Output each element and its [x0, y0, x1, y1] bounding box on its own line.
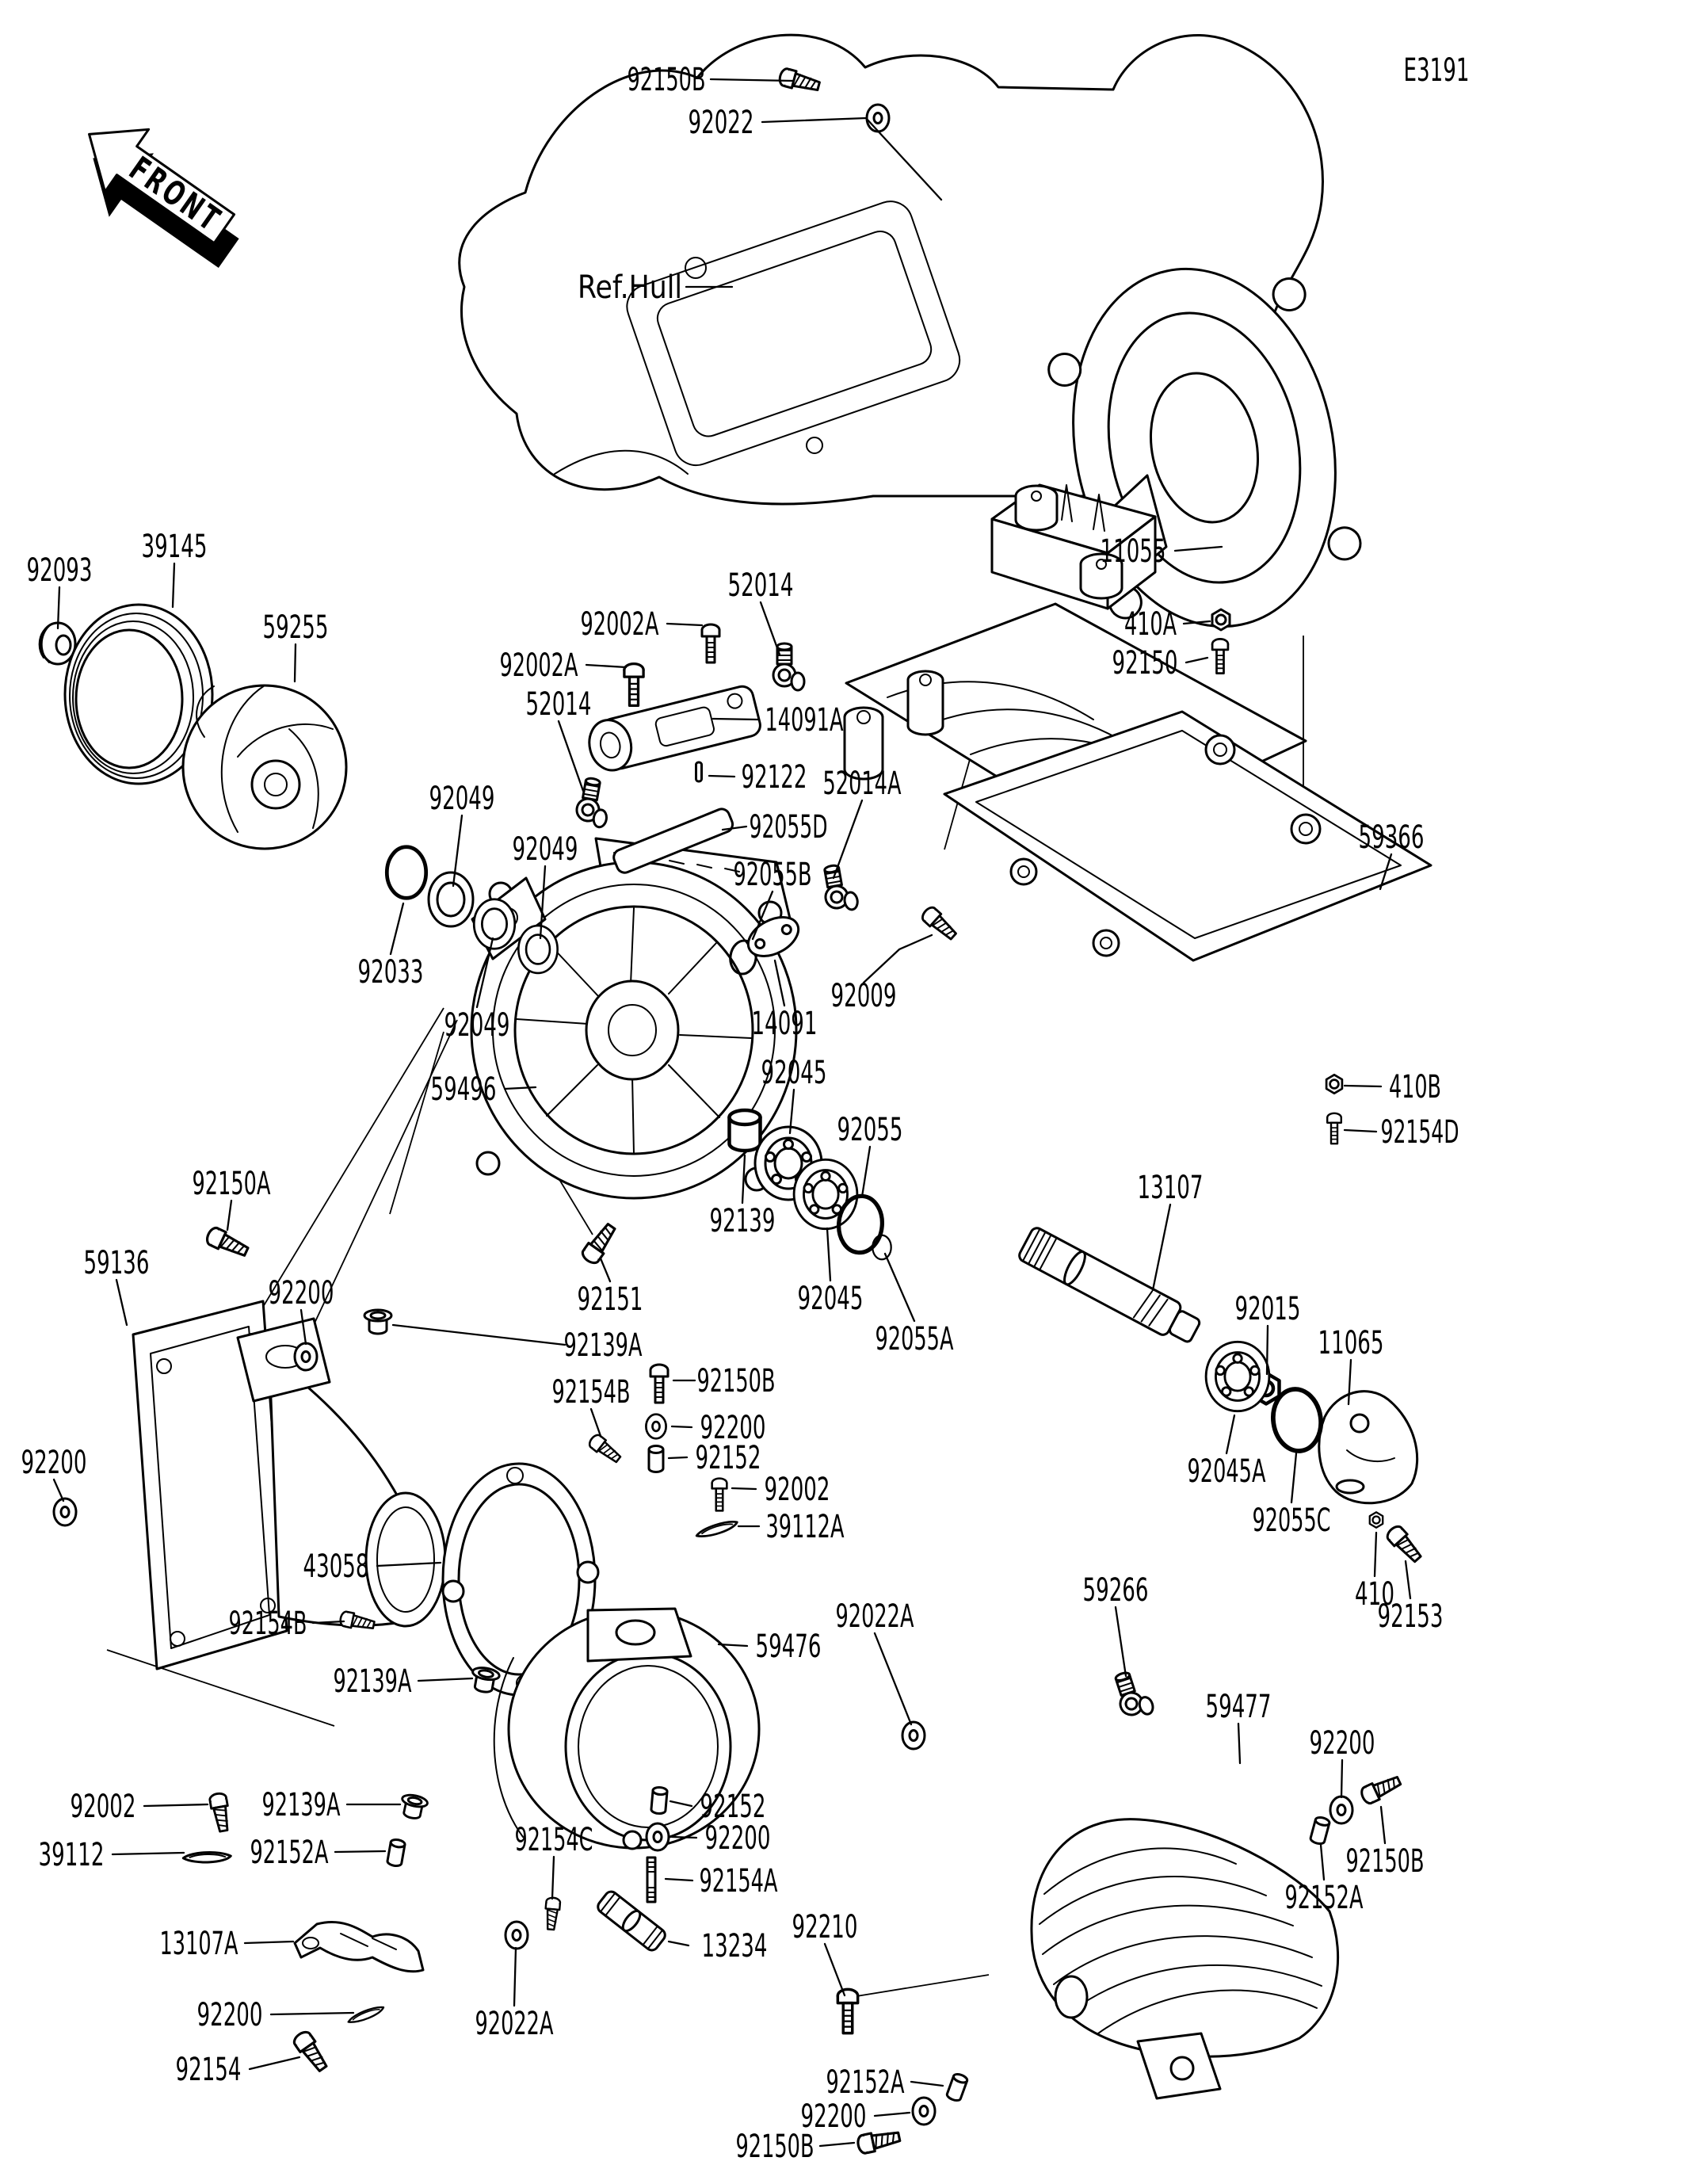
leader-line-92150a-42: [227, 1201, 231, 1230]
leader-line-92152-49: [669, 1457, 687, 1458]
nut-410-icon: [1370, 1512, 1383, 1528]
seal-92049-1-icon: [429, 872, 473, 926]
part-label-11065-37: 11065: [1318, 1325, 1384, 1361]
seal-92049-3-icon: [518, 926, 557, 973]
part-label-92151-34: 92151: [577, 1281, 643, 1318]
part-label-92022a-65: 92022A: [475, 2006, 554, 2042]
part-label-92154a-68: 92154A: [699, 1863, 778, 1900]
part-label-92015-36: 92015: [1234, 1291, 1301, 1327]
leader-line-92055c-39: [1291, 1453, 1296, 1502]
part-label-43058-53: 43058: [303, 1548, 369, 1585]
part-label-92210-70: 92210: [792, 1909, 858, 1945]
damper-front: [1016, 486, 1057, 530]
part-label-92154-64: 92154: [175, 2052, 242, 2088]
sleeve-92152-icon: [649, 1446, 663, 1472]
part-label-92139a-55: 92139A: [333, 1663, 412, 1700]
bolt-92154-icon: [292, 2029, 330, 2074]
bolt-92151-icon: [580, 1221, 619, 1266]
leader-line-92022a-65: [514, 1948, 516, 2006]
leader-line-52014-16: [559, 721, 583, 791]
leader-line-92150b-75: [1381, 1807, 1385, 1843]
drive-shaft-13107: [1017, 1226, 1204, 1348]
shift-arm-13107a: [295, 1922, 423, 1971]
leader-line-59136-43: [116, 1280, 127, 1325]
part-label-13107a-62: 13107A: [159, 1926, 238, 1962]
part-label-92055a-33: 92055A: [875, 1321, 954, 1357]
bolt-92002a-1-icon: [702, 624, 719, 662]
leader-line-39112-58: [113, 1853, 184, 1854]
grate-stud-2: [908, 671, 943, 735]
part-label-92139-31: 92139: [709, 1203, 776, 1239]
leader-line-13234-69: [669, 1942, 689, 1945]
part-label-59255-12: 59255: [262, 609, 329, 646]
front-arrow: [57, 103, 265, 284]
clamp-39112-icon: [183, 1848, 231, 1866]
leader-line-92210-70: [825, 1944, 845, 1995]
screw-92150b-r-icon: [1360, 1773, 1403, 1805]
leader-line-39145-11: [173, 563, 174, 607]
nut-410a-icon: [1212, 609, 1230, 630]
sleeve-92152a-b-icon: [946, 2072, 968, 2102]
leader-line-92154a-68: [666, 1879, 692, 1880]
plug-92139a-3-icon: [399, 1793, 429, 1821]
part-label-13107-35: 13107: [1137, 1170, 1204, 1206]
part-label-92200-48: 92200: [700, 1410, 766, 1446]
part-label-92055d-20: 92055D: [749, 809, 828, 846]
leader-line-92055a-33: [885, 1254, 914, 1321]
leader-line-92002a-13: [667, 624, 702, 625]
part-label-92022-2: 92022: [688, 105, 754, 141]
leader-line-92009-22: [864, 935, 932, 983]
bushing-92139-icon: [730, 1110, 761, 1151]
part-label-92049-27: 92049: [444, 1007, 510, 1044]
part-label-92009-22: 92009: [830, 978, 897, 1014]
plug-92139a-1-icon: [364, 1310, 391, 1334]
part-label-92200-74: 92200: [1309, 1725, 1375, 1762]
part-label-59266-72: 59266: [1082, 1572, 1149, 1609]
part-label-410a-5: 410A: [1124, 606, 1177, 643]
part-label-59477-73: 59477: [1205, 1689, 1272, 1725]
part-label-92154c-61: 92154C: [514, 1822, 593, 1858]
part-label-59476-56: 59476: [755, 1628, 822, 1665]
washer-92200-left-icon: [54, 1499, 76, 1525]
part-label-92045-32: 92045: [797, 1281, 864, 1317]
leader-line-92002-50: [732, 1488, 756, 1489]
part-label-11055-4: 11055: [1100, 533, 1166, 570]
washer-92022a-l-icon: [505, 1922, 528, 1949]
oring-92055a-icon: [872, 1235, 891, 1260]
sleeve-92152a-r-icon: [1310, 1816, 1330, 1846]
nut-410b-icon: [1326, 1075, 1342, 1093]
part-label-13234-69: 13234: [701, 1928, 768, 1964]
leader-line-92200-48: [672, 1426, 692, 1427]
part-label-410b-8: 410B: [1389, 1069, 1441, 1105]
leader-line-92150-6: [1186, 658, 1207, 662]
stud-92154a-icon: [647, 1858, 655, 1902]
leader-line-92150b-79: [820, 2143, 854, 2146]
bearing-92045a-icon: [1206, 1342, 1269, 1411]
part-label-92055b-21: 92055B: [733, 857, 812, 893]
fitting-59266-icon: [1111, 1667, 1154, 1721]
part-label-92200-44: 92200: [268, 1275, 334, 1312]
part-label-92150b-79: 92150B: [735, 2129, 814, 2165]
cover-59477: [1032, 1819, 1338, 2098]
bolt-92154d-icon: [1327, 1113, 1341, 1144]
leader-line-59266-72: [1116, 1607, 1126, 1676]
part-label-92150b-47: 92150B: [696, 1363, 776, 1399]
bolt-92150-icon: [1212, 639, 1228, 673]
part-label-92200-78: 92200: [800, 2098, 867, 2135]
leader-line-92139a-45: [393, 1325, 565, 1345]
part-label-59496-28: 59496: [430, 1071, 497, 1108]
washer-92200-1-icon: [295, 1343, 317, 1370]
washer-92200-b2-icon: [913, 2098, 935, 2125]
part-label-59366-7: 59366: [1358, 819, 1425, 856]
leader-line-92200-78: [875, 2113, 910, 2116]
part-label-92150-6: 92150: [1112, 645, 1178, 682]
stud-92154c-icon: [544, 1897, 560, 1930]
part-label-92200-52: 92200: [21, 1445, 87, 1481]
leader-line-14091a-17: [713, 719, 758, 720]
part-label-92154b-54: 92154B: [228, 1606, 307, 1642]
leader-line-92151-34: [601, 1258, 610, 1281]
leader-line-92045a-38: [1226, 1415, 1234, 1453]
leader-line-92152a-76: [1321, 1845, 1324, 1880]
part-label-92200-67: 92200: [704, 1820, 771, 1857]
trim-cylinder-14091a: [584, 684, 762, 774]
leader-line-92200-67: [672, 1837, 696, 1838]
bolt-92150a-icon: [204, 1226, 250, 1260]
washer-92022-icon: [867, 105, 889, 132]
part-label-52014-14: 52014: [727, 567, 794, 604]
impeller-59255: [183, 685, 346, 849]
part-label-92152a-60: 92152A: [250, 1835, 329, 1871]
leader-line-92002-57: [144, 1804, 208, 1806]
leader-line-92002a-15: [586, 665, 626, 667]
part-label-refhull-3: Ref.Hull: [578, 269, 682, 306]
leader-line-13107-35: [1153, 1205, 1170, 1290]
leader-line-92200-74: [1341, 1760, 1342, 1797]
leader-line-92152a-77: [911, 2082, 943, 2086]
leader-line-92139-31: [742, 1155, 745, 1203]
part-label-92055-30: 92055: [837, 1112, 903, 1148]
leader-line-92045-32: [827, 1228, 830, 1281]
part-label-92045-29: 92045: [761, 1055, 827, 1091]
seal-92049-2-icon: [474, 899, 515, 949]
bolt-92210-icon: [837, 1989, 857, 2033]
part-label-e3191-0: E3191: [1403, 52, 1470, 89]
part-label-92022a-71: 92022A: [835, 1598, 914, 1635]
part-label-92152a-76: 92152A: [1284, 1880, 1364, 1916]
leader-line-52014-14: [761, 602, 780, 655]
washer-92200-b-icon: [647, 1823, 669, 1850]
part-label-52014-16: 52014: [525, 686, 592, 723]
leader-line-92152a-60: [335, 1851, 385, 1852]
part-label-92002a-15: 92002A: [499, 647, 578, 684]
leader-line-92139a-55: [418, 1678, 472, 1681]
bolt-92002-mid-icon: [712, 1479, 727, 1511]
part-label-92045a-38: 92045A: [1187, 1453, 1266, 1490]
part-label-39112-58: 39112: [38, 1837, 105, 1873]
part-label-92055c-39: 92055C: [1252, 1502, 1331, 1539]
rod-13234: [596, 1889, 668, 1953]
part-label-92153-41: 92153: [1377, 1598, 1444, 1635]
washer-92022a-r-icon: [902, 1722, 925, 1749]
leader-line-92200-63: [271, 2013, 353, 2014]
bolt-92153-icon: [1385, 1524, 1425, 1565]
leader-line-92022a-71: [875, 1633, 911, 1724]
leader-line-92153-41: [1406, 1561, 1410, 1598]
bolt-92002-bl-icon: [209, 1793, 232, 1832]
snapring-92033-icon: [387, 847, 425, 899]
leader-line-59255-12: [295, 644, 296, 682]
part-label-92139a-59: 92139A: [261, 1787, 341, 1823]
pin-92122-icon: [696, 762, 702, 781]
leader-line-13107a-62: [245, 1942, 293, 1943]
washerclip-92200-bl-icon: [347, 2006, 386, 2024]
part-label-59136-43: 59136: [83, 1245, 150, 1281]
leader-line-92200-52: [54, 1480, 63, 1501]
part-label-92002a-13: 92002A: [580, 606, 659, 643]
part-label-92152a-77: 92152A: [826, 2064, 905, 2101]
part-label-92150a-42: 92150A: [192, 1166, 271, 1202]
sleeve-92152a-l-icon: [387, 1838, 405, 1867]
part-label-92200-63: 92200: [196, 1997, 263, 2033]
leader-line-92055-30: [862, 1147, 870, 1197]
part-label-410-40: 410: [1355, 1576, 1394, 1613]
washer-92200-2-icon: [646, 1415, 666, 1439]
leader-line-92015-36: [1267, 1326, 1268, 1374]
part-label-92049-25: 92049: [512, 831, 578, 868]
clamp-39112a-icon: [696, 1521, 738, 1537]
fitting-52014a-icon: [820, 862, 859, 914]
washer-92200-r-icon: [1330, 1796, 1352, 1823]
part-label-92152-49: 92152: [695, 1440, 761, 1476]
leader-line-92154c-61: [552, 1857, 554, 1899]
bolt-92150b-mid-icon: [650, 1365, 668, 1403]
part-label-92154d-9: 92154D: [1380, 1114, 1459, 1151]
part-label-92033-26: 92033: [357, 954, 424, 991]
leader-line-92154-64: [250, 2057, 299, 2069]
bearing-92045-2-icon: [794, 1159, 857, 1228]
screw-92154b-1-icon: [587, 1433, 623, 1465]
bolt-92002a-2-icon: [624, 664, 643, 706]
leader-line-92154d-9: [1345, 1130, 1376, 1132]
part-label-39145-11: 39145: [141, 529, 208, 565]
part-label-92150b-1: 92150B: [627, 62, 706, 98]
part-label-52014a-19: 52014A: [822, 766, 902, 802]
front-arrow-label: FRONT: [122, 148, 265, 265]
leader-line-92122-18: [709, 776, 734, 777]
part-label-39112a-51: 39112A: [765, 1509, 845, 1545]
part-label-92002-50: 92002: [764, 1472, 830, 1508]
anode-11065: [1319, 1392, 1417, 1503]
oring-92055c-icon: [1269, 1386, 1325, 1454]
sleeve-92152-b-icon: [651, 1787, 668, 1814]
part-label-92154b-46: 92154B: [551, 1374, 631, 1411]
part-label-14091a-17: 14091A: [765, 702, 844, 739]
part-label-92049-24: 92049: [429, 781, 495, 817]
leader-line-92154b-46: [591, 1409, 601, 1436]
part-label-92122-18: 92122: [741, 759, 807, 796]
part-label-14091-23: 14091: [751, 1006, 818, 1042]
part-label-92002-57: 92002: [70, 1789, 136, 1825]
leader-line-52014a-19: [834, 800, 862, 878]
leader-line-92033-26: [391, 903, 403, 954]
part-label-92152-66: 92152: [700, 1789, 766, 1825]
part-label-92093-10: 92093: [26, 552, 93, 589]
part-label-92139a-45: 92139A: [563, 1327, 643, 1364]
part-label-92150b-75: 92150B: [1345, 1843, 1425, 1880]
leader-line-59477-73: [1238, 1724, 1240, 1763]
leader-line-410-40: [1375, 1533, 1376, 1576]
